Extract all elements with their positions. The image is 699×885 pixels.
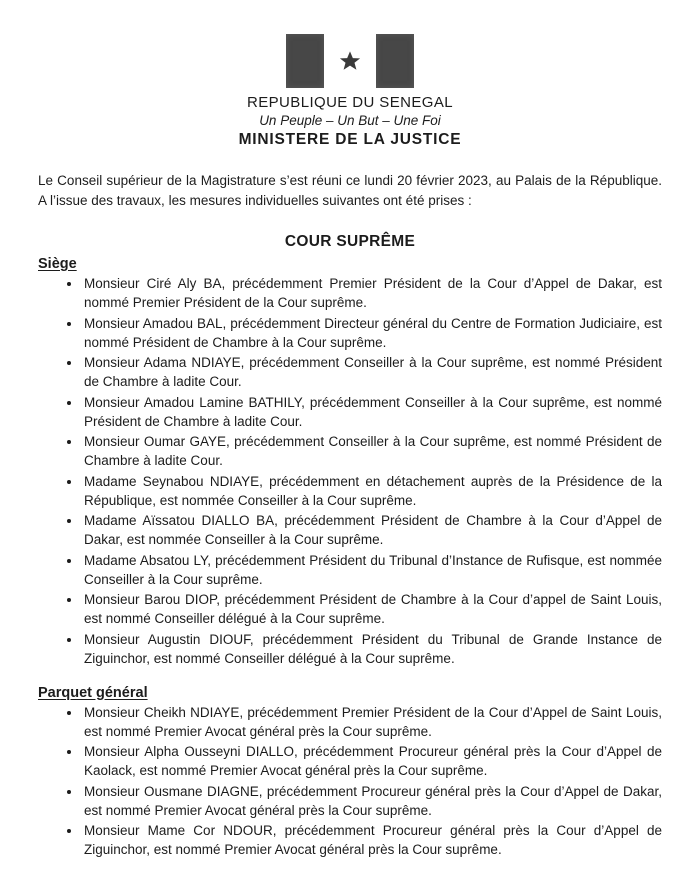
appointment-item: • Monsieur Mame Cor NDOUR, précédemment Procureur général près la Cour d’Appel de Ziguinchor, est nommé Premier Avocat général près la Cour suprême. bbox=[82, 821, 662, 859]
appointment-item: • Monsieur Augustin DIOUF, précédemment Président du Tribunal de Grande Instance de Ziguinchor, est nommé Conseiller délégué à la Cour suprême. bbox=[82, 630, 662, 668]
national-motto: Un Peuple – Un But – Une Foi bbox=[259, 113, 441, 128]
appointment-item: • Madame Aïssatou DIALLO BA, précédemment Président de Chambre à la Cour d’Appel de Dakar, est nommée Conseiller à la Cour suprême. bbox=[82, 511, 662, 549]
appointment-item: • Monsieur Amadou Lamine BATHILY, précédemment Conseiller à la Cour suprême, est nommé Président de Chambre à ladite Cour. bbox=[82, 393, 662, 431]
republic-title: REPUBLIQUE DU SENEGAL bbox=[247, 94, 453, 111]
appointment-item: • Madame Seynabou NDIAYE, précédemment en détachement auprès de la Présidence de la République, est nommée Conseiller à la Cour suprême. bbox=[82, 472, 662, 510]
appointment-item: • Monsieur Alpha Ousseyni DIALLO, précédemment Procureur général près la Cour d’Appel de Kaolack, est nommé Premier Avocat général près la Cour suprême. bbox=[82, 742, 662, 780]
parquet-appointment-list bbox=[38, 703, 662, 860]
appointment-item: • Monsieur Barou DIOP, précédemment Président de Chambre à la Cour d’appel de Saint Louis, est nommé Conseiller délégué à la Cour suprême. bbox=[82, 590, 662, 628]
flag-band-left bbox=[286, 34, 324, 88]
flag-band-right bbox=[376, 34, 414, 88]
appointment-item: • Monsieur Adama NDIAYE, précédemment Conseiller à la Cour suprême, est nommé Président de Chambre à ladite Cour. bbox=[82, 353, 662, 391]
siege-appointment-list bbox=[38, 274, 662, 668]
appointment-item: • Monsieur Ousmane DIAGNE, précédemment Procureur général près la Cour d’Appel de Dakar, est nommé Premier Avocat général près la Cour suprême. bbox=[82, 782, 662, 820]
intro-paragraph: Le Conseil supérieur de la Magistrature s’est réuni ce lundi 20 février 2023, au Palais de la République. A l’issue des travaux, les mesures individuelles suivantes ont été prises : bbox=[38, 173, 662, 208]
section-heading-siege: Siège bbox=[38, 256, 77, 272]
appointment-item: • Monsieur Ciré Aly BA, précédemment Premier Président de la Cour d’Appel de Dakar, est nommé Premier Président de la Cour suprême. bbox=[82, 274, 662, 312]
section-heading-parquet: Parquet général bbox=[38, 684, 148, 701]
appointment-item: • Monsieur Oumar GAYE, précédemment Conseiller à la Cour suprême, est nommé Président de Chambre à ladite Cour. bbox=[82, 432, 662, 470]
appointment-item: • Madame Absatou LY, précédemment Président du Tribunal d’Instance de Rufisque, est nommée Conseiller à la Cour suprême. bbox=[82, 551, 662, 589]
flag-star-icon bbox=[339, 50, 361, 72]
document-title: COUR SUPRÊME bbox=[284, 233, 416, 250]
ministry-title: MINISTERE DE LA JUSTICE bbox=[238, 131, 462, 148]
appointment-item: • Monsieur Cheikh NDIAYE, précédemment Premier Président de la Cour d’Appel de Saint Louis, est nommé Premier Avocat général près la Cour suprême. bbox=[82, 703, 662, 741]
section-parquet-general bbox=[38, 685, 662, 860]
letterhead bbox=[38, 33, 662, 149]
senegal-flag bbox=[38, 33, 662, 88]
appointment-item: • Monsieur Amadou BAL, précédemment Directeur général du Centre de Formation Judiciaire, est nommé Président de Chambre à la Cour suprême. bbox=[82, 314, 662, 352]
section-siege bbox=[38, 256, 662, 668]
document-page bbox=[0, 33, 699, 885]
